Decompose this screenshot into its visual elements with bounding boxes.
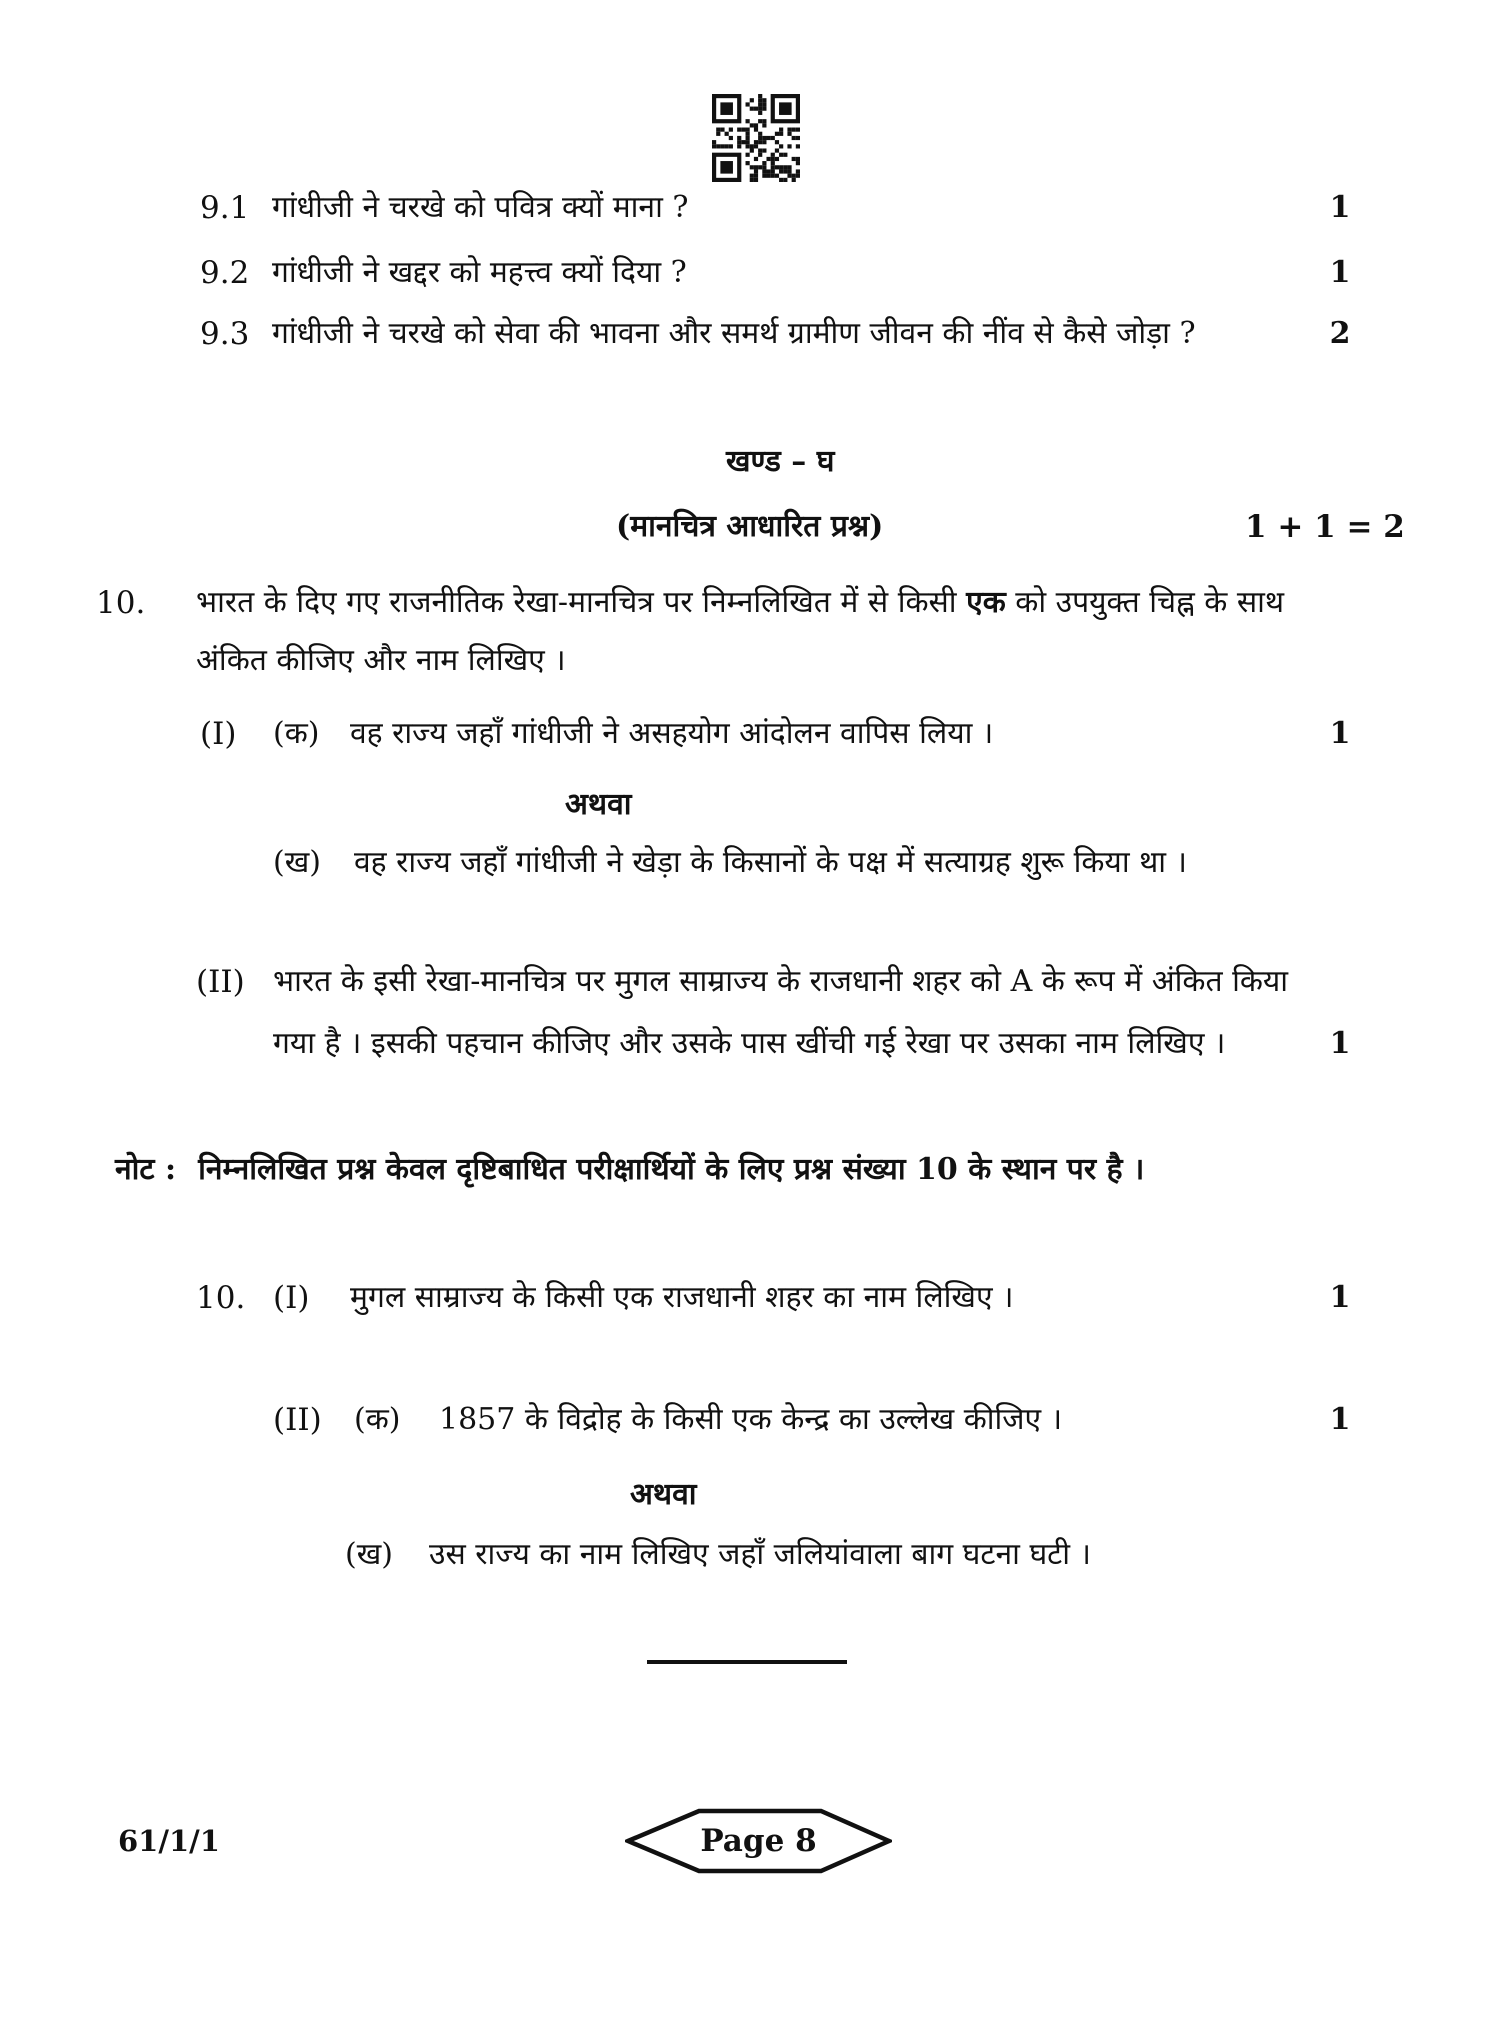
question-text: गांधीजी ने चरखे को सेवा की भावना और समर्थ ग्रामीण जीवन की नींव से कैसे जोड़ा ? [272,316,1196,351]
note-label: नोट : [115,1152,177,1187]
end-separator-line [647,1660,847,1664]
subpart-text: उस राज्य का नाम लिखिए जहाँ जलियांवाला बाग घटना घटी । [429,1537,1091,1572]
subpart-label: (ख) [345,1537,393,1572]
part-text-line1: भारत के इसी रेखा-मानचित्र पर मुगल साम्राज्य के राजधानी शहर को A के रूप में अंकित किया [273,964,1289,999]
section-heading: खण्ड – घ [726,444,835,479]
page-number-label: Page 8 [700,1823,817,1859]
subpart-label: (क) [354,1402,401,1437]
question-number: 10. [96,585,146,621]
question-number: 9.3 [200,316,250,352]
or-separator: अथवा [565,787,632,822]
intro-text-bold: एक [966,585,1006,620]
marks-value: 1 [1329,1280,1351,1315]
question-intro-line2: अंकित कीजिए और नाम लिखिए । [196,643,566,678]
marks-value: 1 [1329,1402,1351,1437]
marks-value: 1 [1329,1026,1351,1061]
question-intro-line1 [196,585,1284,621]
question-number: 9.2 [200,255,250,291]
subpart-text: वह राज्य जहाँ गांधीजी ने खेड़ा के किसानों के पक्ष में सत्याग्रह शुरू किया था । [354,845,1187,880]
part-label: (I) [273,1280,310,1316]
question-number: 9.1 [200,190,250,226]
section-marks-scheme: 1 + 1 = 2 [1245,509,1405,545]
question-text: गांधीजी ने खद्दर को महत्त्व क्यों दिया ? [272,255,687,290]
question-number: 10. [196,1280,246,1316]
marks-value: 2 [1329,316,1351,351]
question-text: गांधीजी ने चरखे को पवित्र क्यों माना ? [272,190,689,225]
note-line [115,1152,1144,1188]
subpart-text: वह राज्य जहाँ गांधीजी ने असहयोग आंदोलन वापिस लिया । [350,716,994,751]
or-separator: अथवा [630,1477,697,1512]
section-subheading: (मानचित्र आधारित प्रश्न) [616,509,884,544]
part-text: मुगल साम्राज्य के किसी एक राजधानी शहर का नाम लिखिए । [350,1280,1014,1315]
part-label: (I) [200,716,237,752]
subpart-label: (क) [273,716,320,751]
paper-code: 61/1/1 [118,1824,220,1858]
intro-text-post: को उपयुक्त चिह्न के साथ [1005,585,1285,620]
part-label: (II) [196,964,245,1000]
part-text-line2: गया है । इसकी पहचान कीजिए और उसके पास खींची गई रेखा पर उसका नाम लिखिए । [273,1026,1226,1061]
subpart-label: (ख) [273,845,321,880]
note-text: निम्नलिखित प्रश्न केवल दृष्टिबाधित परीक्षार्थियों के लिए प्रश्न संख्या 10 के स्थान पर है । [198,1152,1145,1187]
qr-code-icon [712,94,800,182]
marks-value: 1 [1329,255,1351,290]
marks-value: 1 [1329,190,1351,225]
page-number-badge [625,1808,892,1874]
intro-text-pre: भारत के दिए गए राजनीतिक रेखा-मानचित्र पर निम्नलिखित में से किसी [196,585,967,620]
part-label: (II) [273,1402,322,1438]
marks-value: 1 [1329,716,1351,751]
subpart-text: 1857 के विद्रोह के किसी एक केन्द्र का उल्लेख कीजिए । [439,1402,1063,1437]
